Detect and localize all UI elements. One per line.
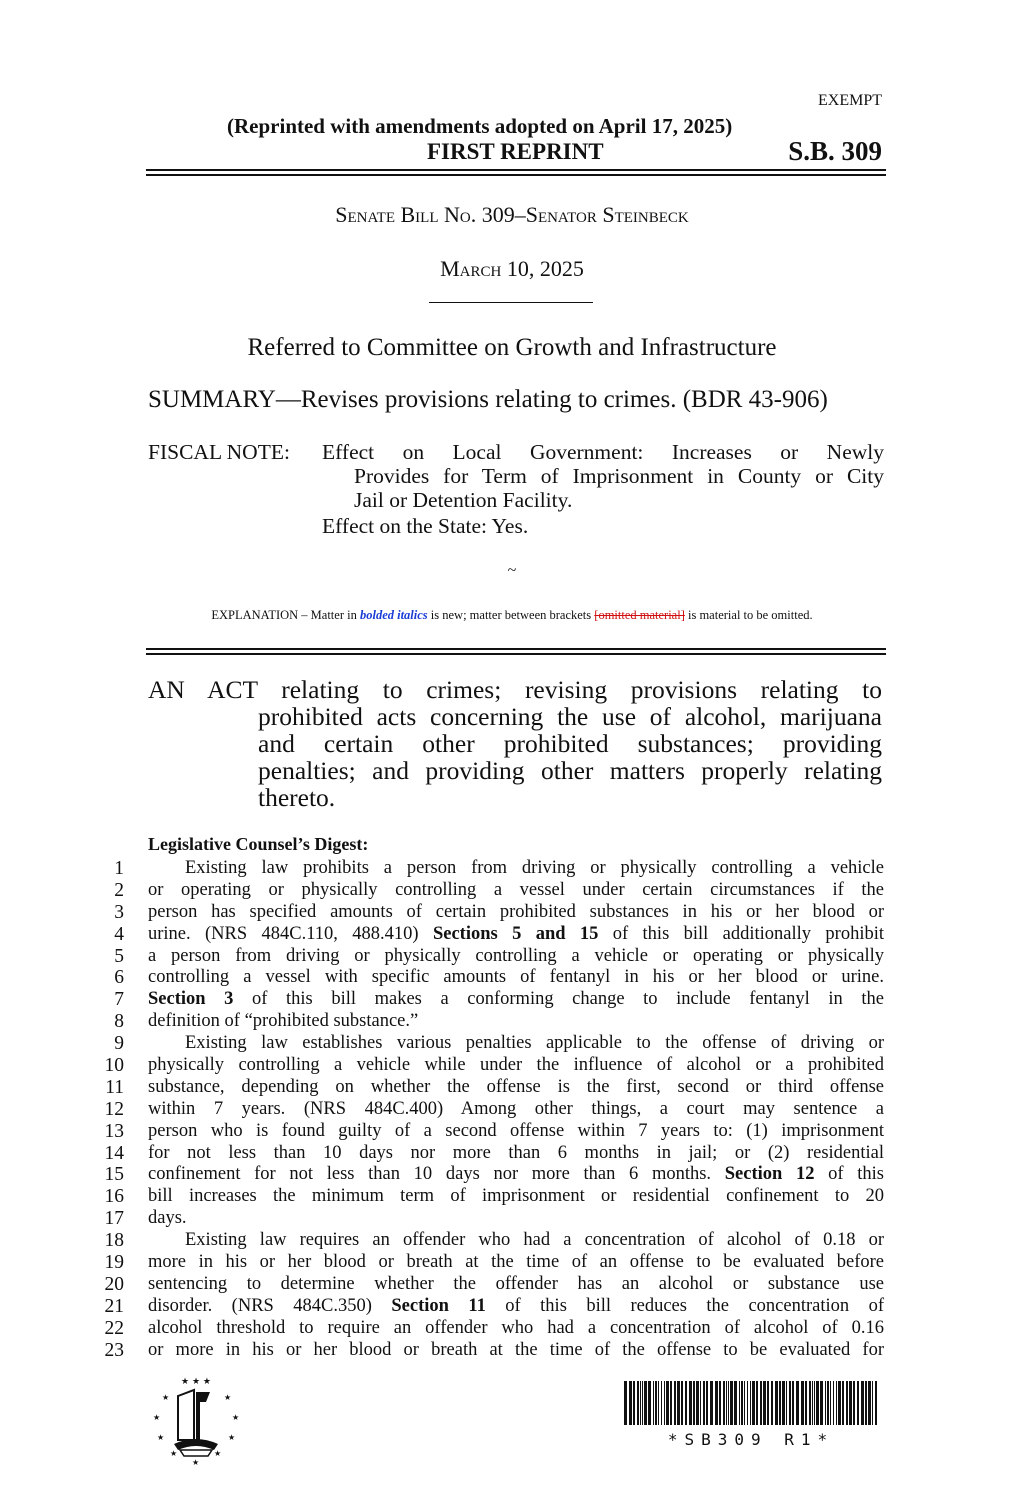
svg-text:★: ★ bbox=[224, 1393, 232, 1402]
barcode-bar bbox=[655, 1381, 657, 1425]
digest-line bbox=[100, 989, 884, 1011]
section-reference: Section 12 bbox=[724, 1164, 815, 1185]
digest-line bbox=[100, 924, 884, 946]
section-reference: Sections 5 and 15 bbox=[432, 923, 599, 944]
digest-line bbox=[100, 1208, 884, 1230]
bill-number: S.B. 309 bbox=[788, 136, 882, 166]
committee-referral: Referred to Committee on Growth and Infrastructure bbox=[247, 334, 777, 361]
digest-line bbox=[100, 1274, 884, 1296]
barcode-bar bbox=[677, 1381, 680, 1425]
digest-line-text: or operating or physically controlling a vessel under certain circumstances if the bbox=[148, 879, 884, 900]
barcode-bar bbox=[715, 1381, 718, 1425]
barcode-bar bbox=[825, 1381, 826, 1425]
barcode-bar bbox=[689, 1381, 692, 1425]
barcode-bar bbox=[734, 1381, 737, 1425]
act-title bbox=[148, 676, 882, 811]
line-number: 18 bbox=[104, 1230, 124, 1252]
reprint-note: (Reprinted with amendments adopted on April 17, 2025) bbox=[227, 114, 733, 138]
barcode-bar bbox=[838, 1381, 841, 1425]
new-matter-sample: bolded italics bbox=[359, 608, 428, 622]
digest-line bbox=[100, 967, 884, 989]
barcode-bar bbox=[723, 1381, 725, 1425]
svg-text:★: ★ bbox=[192, 1458, 200, 1466]
digest-line-text: physically controlling a vehicle while under the influence of alcohol or a prohibited bbox=[148, 1055, 884, 1076]
barcode-bar bbox=[846, 1381, 848, 1425]
line-number: 9 bbox=[114, 1033, 124, 1055]
digest-line-text: alcohol threshold to require an offender who had a concentration of alcohol of 0.16 bbox=[148, 1317, 884, 1338]
digest-line bbox=[100, 1033, 884, 1055]
line-number: 22 bbox=[104, 1317, 124, 1339]
barcode-bar bbox=[637, 1381, 639, 1425]
barcode-bar bbox=[779, 1381, 781, 1425]
first-reprint-label: FIRST REPRINT bbox=[427, 139, 604, 164]
barcode-bar bbox=[726, 1381, 727, 1425]
barcode-bar bbox=[674, 1381, 676, 1425]
digest-line bbox=[100, 1143, 884, 1165]
barcode-bar bbox=[814, 1381, 815, 1425]
digest-body bbox=[100, 858, 884, 1361]
line-number: 17 bbox=[104, 1208, 124, 1230]
line-number: 14 bbox=[104, 1142, 124, 1164]
omitted-matter-sample: [omitted material] bbox=[594, 608, 685, 622]
header-divider bbox=[146, 169, 886, 176]
barcode-bar bbox=[730, 1381, 733, 1425]
digest-line-text: a person from driving or physically controlling a vehicle or operating or physically bbox=[148, 945, 884, 966]
senate-bill-line: Senate Bill No. 309–Senator Steinbeck bbox=[335, 202, 689, 227]
svg-text:★: ★ bbox=[232, 1413, 240, 1422]
fiscal-note-line: Effect on Local Government: Increases or Newly bbox=[322, 440, 884, 464]
digest-line-text: more in his or her blood or breath at the time of an offense to be evaluated before bbox=[148, 1252, 884, 1273]
barcode-bar bbox=[739, 1381, 740, 1425]
act-title-line: prohibited acts concerning the use of alcohol, marijuana bbox=[258, 702, 882, 731]
barcode-bar bbox=[685, 1381, 687, 1425]
barcode-bar bbox=[648, 1381, 651, 1425]
barcode-bar bbox=[865, 1381, 867, 1425]
barcode-bar bbox=[629, 1381, 632, 1425]
barcode-bar bbox=[820, 1381, 823, 1425]
section-reference: Section 3 bbox=[148, 989, 234, 1010]
barcode-bar bbox=[868, 1381, 871, 1425]
digest-text-segment: of this bbox=[814, 1164, 884, 1185]
digest-line-text: person has specified amounts of certain prohibited substances in his or her blood or bbox=[148, 901, 884, 922]
barcode-bar bbox=[760, 1381, 762, 1425]
line-number: 15 bbox=[104, 1164, 124, 1186]
barcode-label: *SB309 R1* bbox=[667, 1430, 835, 1449]
barcode-bar bbox=[693, 1381, 695, 1425]
fiscal-note-line: Jail or Detention Facility. bbox=[354, 488, 573, 512]
barcode-bar bbox=[875, 1381, 877, 1425]
svg-text:★: ★ bbox=[228, 1433, 236, 1442]
barcode-bar bbox=[710, 1381, 713, 1425]
digest-line bbox=[100, 1077, 884, 1099]
digest-line bbox=[100, 1318, 884, 1340]
line-number: 13 bbox=[104, 1120, 124, 1142]
digest-line bbox=[100, 1099, 884, 1121]
fiscal-note-line: Provides for Term of Imprisonment in County or City bbox=[354, 464, 884, 488]
digest-line-text: bill increases the minimum term of imprisonment or residential confinement to 20 bbox=[148, 1186, 884, 1207]
digest-line bbox=[100, 858, 884, 880]
act-title-body bbox=[258, 703, 882, 811]
line-number: 12 bbox=[104, 1098, 124, 1120]
barcode-bar bbox=[789, 1381, 791, 1425]
digest-line-text bbox=[148, 1296, 884, 1318]
barcode-bar bbox=[792, 1381, 794, 1425]
barcode-bar bbox=[624, 1381, 627, 1425]
digest-line-text: Existing law establishes various penalties applicable to the offense of driving or bbox=[185, 1033, 884, 1054]
digest-line-text: definition of “prohibited substance.” bbox=[148, 1011, 419, 1032]
line-number: 21 bbox=[104, 1295, 124, 1317]
barcode-bar bbox=[664, 1381, 665, 1425]
digest-line bbox=[100, 1121, 884, 1143]
barcode-bar bbox=[796, 1381, 799, 1425]
svg-text:★: ★ bbox=[153, 1413, 161, 1422]
barcode-bar bbox=[666, 1381, 669, 1425]
barcode-bar bbox=[812, 1381, 813, 1425]
nevada-seal-icon bbox=[150, 1374, 242, 1466]
explanation-text: is new; matter between brackets bbox=[427, 608, 595, 622]
act-title-line: and certain other prohibited substances; providing bbox=[258, 729, 882, 758]
barcode-bar bbox=[805, 1381, 807, 1425]
explanation-note bbox=[0, 608, 1024, 623]
digest-line-text: substance, depending on whether the offense is the first, second or third offense bbox=[148, 1076, 884, 1097]
barcode-bar bbox=[750, 1381, 751, 1425]
barcode-bar bbox=[706, 1381, 708, 1425]
barcode-bar bbox=[816, 1381, 819, 1425]
barcode-bar bbox=[767, 1381, 769, 1425]
digest-text-segment: confinement for not less than 10 days nor more than 6 months. bbox=[148, 1164, 725, 1185]
fiscal-note-line: Effect on the State: Yes. bbox=[322, 514, 529, 538]
line-number: 20 bbox=[104, 1273, 124, 1295]
barcode-bar bbox=[752, 1381, 755, 1425]
barcode-bar bbox=[696, 1381, 699, 1425]
explanation-text: is material to be omitted. bbox=[684, 608, 813, 622]
barcode-bar bbox=[775, 1381, 778, 1425]
barcode-bar bbox=[782, 1381, 785, 1425]
barcode-bar bbox=[653, 1381, 654, 1425]
barcode-bar bbox=[786, 1381, 787, 1425]
digest-text-segment: urine. (NRS 484C.110, 488.410) bbox=[148, 923, 433, 944]
barcode-bar bbox=[833, 1381, 834, 1425]
digest-line-text: person who is found guilty of a second offense within 7 years to: (1) imprisonment bbox=[148, 1120, 884, 1141]
digest-line bbox=[100, 946, 884, 968]
barcode-bar bbox=[744, 1381, 745, 1425]
barcode-bar bbox=[642, 1381, 643, 1425]
barcode-bar bbox=[681, 1381, 683, 1425]
digest-line bbox=[100, 1055, 884, 1077]
barcode-bar bbox=[644, 1381, 647, 1425]
barcode-bar bbox=[763, 1381, 766, 1425]
digest-line-text: controlling a vessel with specific amounts of fentanyl in his or her blood or urine. bbox=[148, 967, 884, 988]
barcode-bar bbox=[728, 1381, 729, 1425]
barcode-bar bbox=[853, 1381, 855, 1425]
line-number: 23 bbox=[104, 1339, 124, 1361]
digest-line bbox=[100, 1011, 884, 1033]
barcode-bar bbox=[861, 1381, 864, 1425]
barcode-bar bbox=[756, 1381, 758, 1425]
line-number: 10 bbox=[104, 1055, 124, 1077]
line-number: 4 bbox=[114, 923, 124, 945]
digest-line-text: Existing law requires an offender who had a concentration of alcohol of 0.18 or bbox=[185, 1230, 884, 1251]
digest-line bbox=[100, 1230, 884, 1252]
digest-line bbox=[100, 1186, 884, 1208]
fiscal-note-label: FISCAL NOTE: bbox=[148, 440, 290, 464]
digest-heading: Legislative Counsel’s Digest: bbox=[148, 834, 369, 854]
line-number: 11 bbox=[105, 1076, 124, 1098]
section-tilde: ~ bbox=[507, 562, 517, 579]
line-number: 3 bbox=[114, 901, 124, 923]
barcode-bar bbox=[857, 1381, 859, 1425]
line-number: 7 bbox=[114, 989, 124, 1011]
digest-line-text bbox=[148, 924, 884, 946]
line-number: 6 bbox=[114, 967, 124, 989]
svg-text:★ ★ ★: ★ ★ ★ bbox=[181, 1377, 211, 1387]
digest-text-segment: of this bill reduces the concentration of bbox=[485, 1295, 884, 1316]
digest-line bbox=[100, 1296, 884, 1318]
line-number: 19 bbox=[104, 1252, 124, 1274]
bill-summary: SUMMARY—Revises provisions relating to crimes. (BDR 43-906) bbox=[148, 386, 828, 413]
digest-line-text: or more in his or her blood or breath at the time of the offense to be evaluated for bbox=[148, 1339, 884, 1360]
bill-date: March 10, 2025 bbox=[440, 256, 584, 281]
svg-text:★: ★ bbox=[170, 1449, 178, 1458]
barcode-bar bbox=[700, 1381, 701, 1425]
digest-line-text: within 7 years. (NRS 484C.400) Among other things, a court may sentence a bbox=[148, 1098, 884, 1119]
line-number: 16 bbox=[104, 1186, 124, 1208]
barcode-bar bbox=[836, 1381, 837, 1425]
barcode-bar bbox=[703, 1381, 705, 1425]
barcode-bar bbox=[830, 1381, 831, 1425]
barcode-bar bbox=[747, 1381, 748, 1425]
digest-line bbox=[100, 1252, 884, 1274]
digest-line bbox=[100, 880, 884, 902]
barcode-bar bbox=[661, 1381, 662, 1425]
barcode-bar bbox=[670, 1381, 672, 1425]
digest-line-text bbox=[148, 1164, 884, 1186]
act-title-line: penalties; and providing other matters properly relating bbox=[258, 756, 882, 785]
digest-line-text: sentencing to determine whether the offender has an alcohol or substance use bbox=[148, 1273, 884, 1294]
barcode-bar bbox=[842, 1381, 844, 1425]
barcode-bar bbox=[633, 1381, 635, 1425]
act-title-line: thereto. bbox=[258, 783, 336, 812]
line-number: 5 bbox=[114, 945, 124, 967]
barcode-bar bbox=[849, 1381, 852, 1425]
explanation-text: EXPLANATION – Matter in bbox=[211, 608, 360, 622]
barcode-bar bbox=[771, 1381, 773, 1425]
date-divider bbox=[429, 302, 593, 303]
digest-text-segment: of this bill makes a conforming change to include fentanyl in the bbox=[233, 989, 884, 1010]
digest-line bbox=[100, 1340, 884, 1362]
barcode-bar bbox=[801, 1381, 804, 1425]
svg-text:★: ★ bbox=[162, 1393, 170, 1402]
digest-line-text: Existing law prohibits a person from driving or physically controlling a vehicle bbox=[185, 858, 884, 878]
exempt-label: EXEMPT bbox=[818, 92, 882, 109]
svg-text:★: ★ bbox=[157, 1433, 165, 1442]
digest-line bbox=[100, 1164, 884, 1186]
act-title-line: AN ACT relating to crimes; revising provisions relating to bbox=[148, 675, 882, 704]
digest-line-text bbox=[148, 989, 884, 1011]
line-number: 2 bbox=[114, 879, 124, 901]
digest-line bbox=[100, 902, 884, 924]
digest-line-text: for not less than 10 days nor more than 6 months in jail; or (2) residential bbox=[148, 1142, 884, 1163]
barcode-bar bbox=[640, 1381, 641, 1425]
barcode-bar bbox=[809, 1381, 811, 1425]
svg-text:★: ★ bbox=[214, 1449, 222, 1458]
barcode bbox=[624, 1381, 878, 1425]
explanation-divider bbox=[146, 648, 886, 655]
barcode-bar bbox=[827, 1381, 829, 1425]
barcode-bar bbox=[872, 1381, 873, 1425]
section-reference: Section 11 bbox=[391, 1295, 486, 1316]
digest-line-text: days. bbox=[148, 1208, 187, 1229]
barcode-bar bbox=[741, 1381, 743, 1425]
line-number: 1 bbox=[114, 858, 124, 879]
barcode-bar bbox=[719, 1381, 721, 1425]
line-number: 8 bbox=[114, 1011, 124, 1033]
barcode-bar bbox=[658, 1381, 659, 1425]
digest-text-segment: of this bill additionally prohibit bbox=[598, 923, 884, 944]
digest-text-segment: disorder. (NRS 484C.350) bbox=[148, 1295, 392, 1316]
